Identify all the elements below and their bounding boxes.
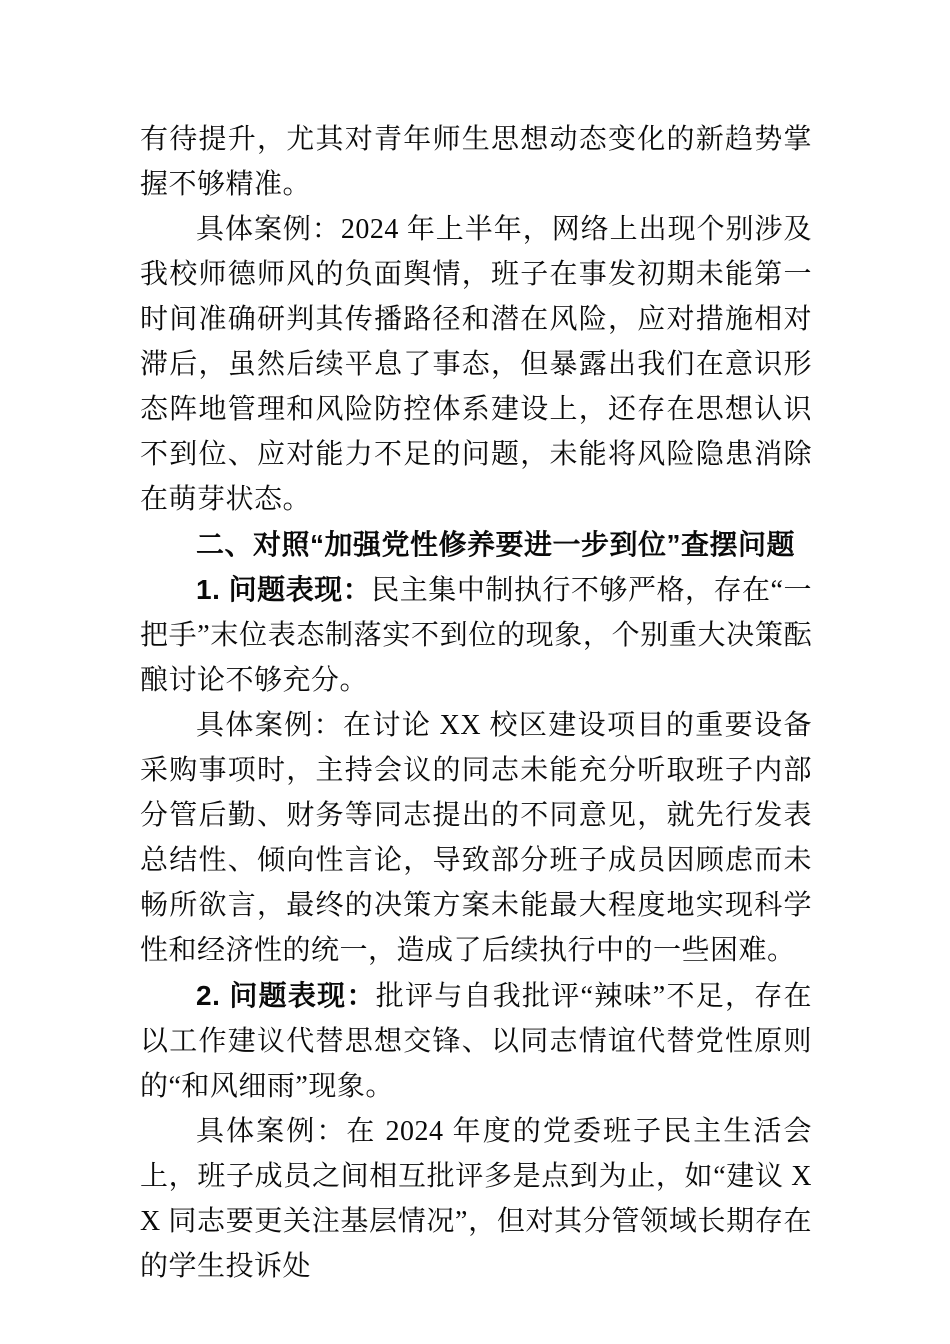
problem-1-lead-label: 1. 问题表现： (196, 574, 372, 605)
paragraph-case-example-3: 具体案例：在 2024 年度的党委班子民主生活会上，班子成员之间相互批评多是点到为止，如“建议 XX 同志要更关注基层情况”，但对其分管领域长期存在的学生投诉处 (140, 1116, 812, 1282)
paragraph-case-example-1: 具体案例：2024 年上半年，网络上出现个别涉及我校师德师风的负面舆情，班子在事发初期未能第一时间准确研判其传播路径和潜在风险，应对措施相对滞后，虽然后续平息了事态，但暴露出我们在意识形态阵地管理和风险防控体系建设上，还存在思想认识不到位、应对能力不足的问题，未能将风险隐患消除在萌芽状态。 (140, 214, 812, 515)
paragraph-problem-2 (140, 973, 812, 1109)
paragraph-problem-1 (140, 567, 812, 703)
paragraph-continuation: 有待提升，尤其对青年师生思想动态变化的新趋势掌握不够精准。 (140, 124, 812, 200)
section-heading-part-two: 二、对照“加强党性修养要进一步到位”查摆问题 (196, 529, 796, 560)
paragraph-case-example-2: 具体案例：在讨论 XX 校区建设项目的重要设备采购事项时，主持会议的同志未能充分听取班子内部分管后勤、财务等同志提出的不同意见，就先行发表总结性、倾向性言论，导致部分班子成员因顾虑而未畅所欲言，最终的决策方案未能最大程度地实现科学性和经济性的统一，造成了后续执行中的一些困难。 (140, 710, 812, 966)
problem-1-text: 民主集中制执行不够严格，存在“一把手”末位表态制落实不到位的现象，个别重大决策酝酿讨论不够充分。 (140, 575, 812, 696)
problem-2-lead-label: 2. 问题表现： (196, 980, 376, 1011)
problem-2-text: 批评与自我批评“辣味”不足，存在以工作建议代替思想交锋、以同志情谊代替党性原则的“和风细雨”现象。 (140, 981, 812, 1102)
